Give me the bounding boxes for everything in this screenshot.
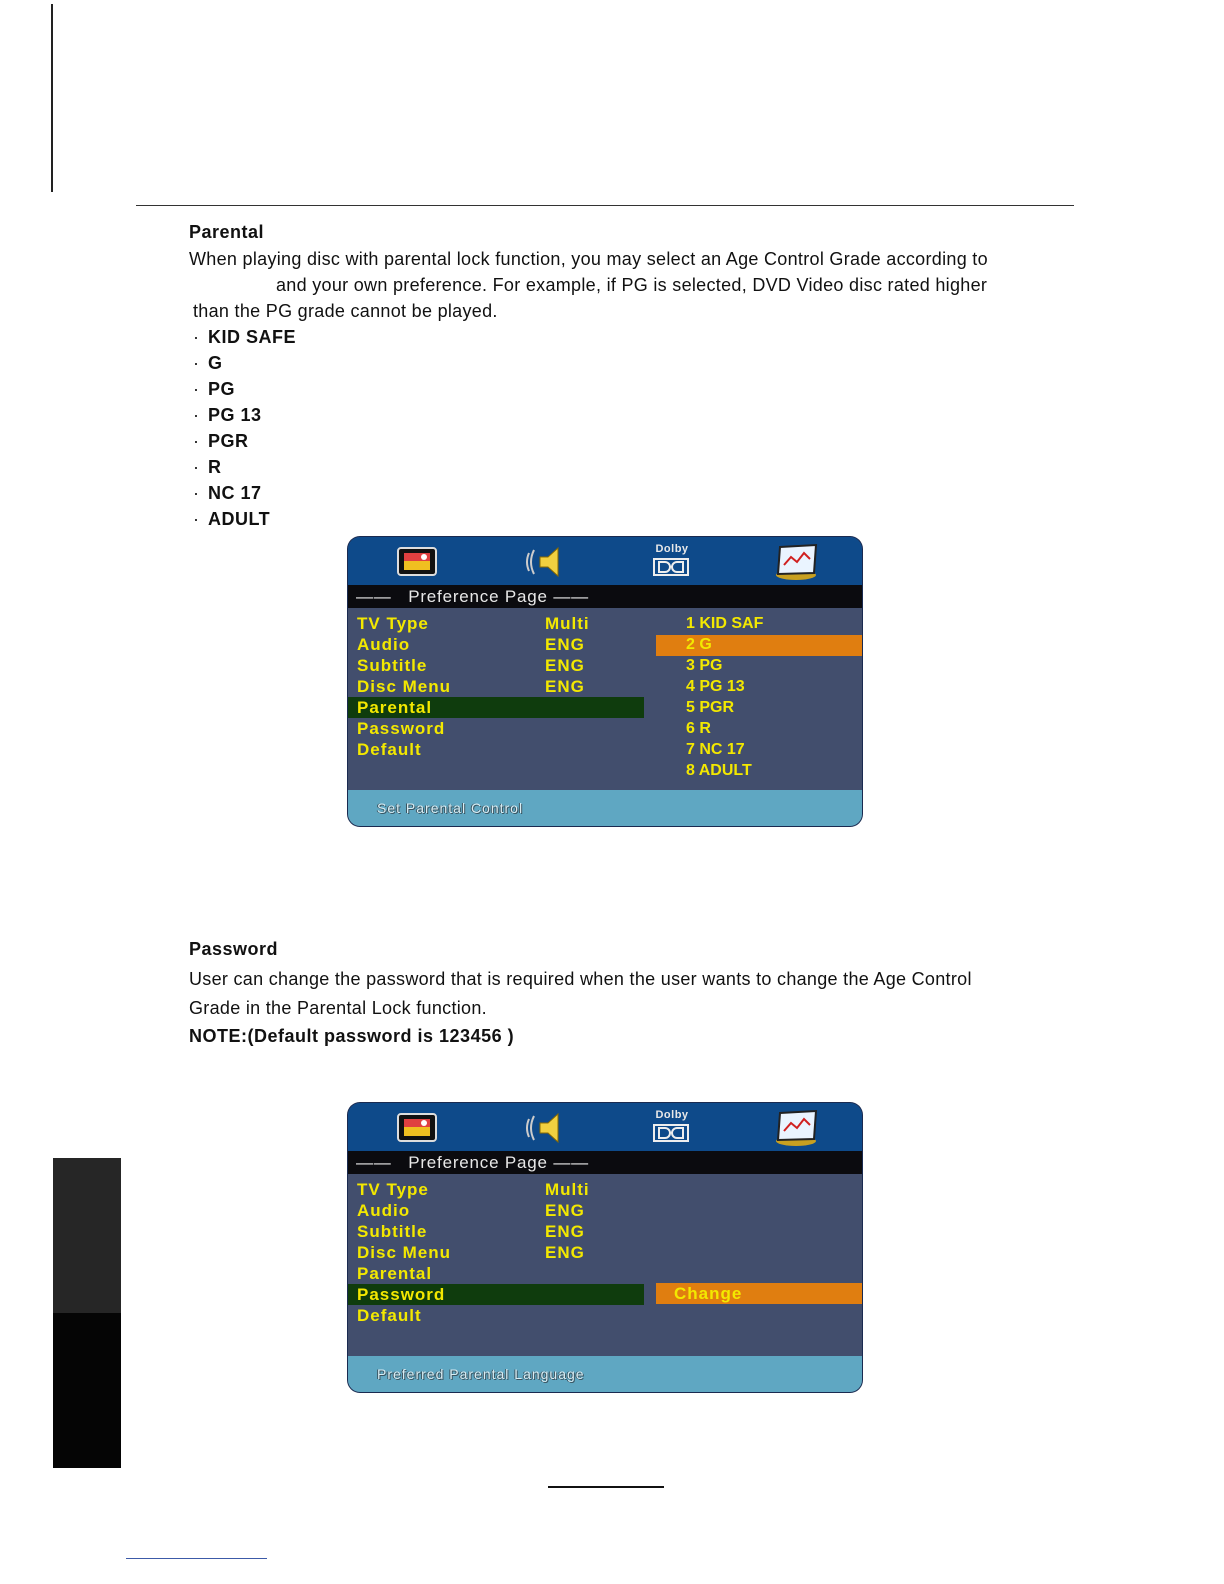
menu-item-tv-type[interactable]: TV Type <box>357 1180 429 1199</box>
osd-parental-screen <box>348 537 862 826</box>
osd-page-title: —— Preference Page —— <box>348 1151 862 1174</box>
menu-item-audio[interactable]: Audio <box>357 635 411 654</box>
menu-item-default[interactable]: Default <box>357 740 422 759</box>
grade-item: · KID SAFE <box>193 327 297 347</box>
tv-type-value: Multi <box>545 614 590 633</box>
grade-item: · PGR <box>193 431 249 451</box>
grade-option-3[interactable]: 3 PG <box>686 657 723 674</box>
side-tab-dark <box>53 1158 121 1313</box>
menu-item-audio[interactable]: Audio <box>357 1201 411 1220</box>
audio-speaker-icon[interactable] <box>524 545 568 579</box>
footer-link-rule <box>126 1558 267 1559</box>
grade-option-1[interactable]: 1 KID SAF <box>686 615 764 632</box>
dolby-label: Dolby <box>655 1109 689 1121</box>
grade-item: · PG 13 <box>193 405 262 425</box>
preference-chart-icon[interactable] <box>774 1109 822 1147</box>
grade-item: · NC 17 <box>193 483 262 503</box>
header-rule <box>136 205 1074 206</box>
menu-item-password[interactable]: Password <box>357 1285 446 1304</box>
tv-setup-icon[interactable] <box>396 1111 440 1143</box>
grade-option-6[interactable]: 6 R <box>686 720 711 737</box>
grade-option-5[interactable]: 5 PGR <box>686 699 735 716</box>
parental-text-line-3: than the PG grade cannot be played. <box>193 301 498 321</box>
dolby-digital-icon[interactable] <box>652 1123 692 1143</box>
menu-item-default[interactable]: Default <box>357 1306 422 1325</box>
osd-help-text: Set Parental Control <box>348 790 862 826</box>
parental-heading: Parental <box>189 222 265 242</box>
side-tab-black <box>53 1313 121 1468</box>
password-heading: Password <box>189 939 279 959</box>
osd-password-screen <box>348 1103 862 1392</box>
grade-item: · R <box>193 457 222 477</box>
osd-icon-bar <box>348 537 862 585</box>
menu-item-parental[interactable]: Parental <box>357 698 433 717</box>
password-text-line-2: Grade in the Parental Lock function. <box>189 998 487 1018</box>
audio-value: ENG <box>545 635 585 654</box>
default-password-note: NOTE:(Default password is 123456 ) <box>189 1026 515 1046</box>
grade-item: · ADULT <box>193 509 271 529</box>
menu-item-password[interactable]: Password <box>357 719 446 738</box>
left-margin-rule <box>51 4 53 192</box>
grade-item: · PG <box>193 379 236 399</box>
audio-speaker-icon[interactable] <box>524 1111 568 1145</box>
grade-list <box>193 324 296 532</box>
tv-setup-icon[interactable] <box>396 545 440 577</box>
password-text-line-1: User can change the password that is required when the user wants to change the Age Control <box>189 969 972 989</box>
subtitle-value: ENG <box>545 656 585 675</box>
menu-item-disc-menu[interactable]: Disc Menu <box>357 1243 452 1262</box>
page-number-rule <box>548 1486 664 1488</box>
grade-option-2[interactable]: 2 G <box>686 636 712 653</box>
menu-item-disc-menu[interactable]: Disc Menu <box>357 677 452 696</box>
change-password-option[interactable]: Change <box>674 1284 743 1303</box>
osd-icon-bar <box>348 1103 862 1151</box>
preference-chart-icon[interactable] <box>774 543 822 581</box>
disc-menu-value: ENG <box>545 677 585 696</box>
disc-menu-value: ENG <box>545 1243 585 1262</box>
grade-option-8[interactable]: 8 ADULT <box>686 762 752 779</box>
audio-value: ENG <box>545 1201 585 1220</box>
osd-page-title: —— Preference Page —— <box>348 585 862 608</box>
osd-help-text: Preferred Parental Language <box>348 1356 862 1392</box>
grade-option-4[interactable]: 4 PG 13 <box>686 678 745 695</box>
parental-text-line-2: and your own preference. For example, if PG is selected, DVD Video disc rated higher <box>276 275 988 295</box>
subtitle-value: ENG <box>545 1222 585 1241</box>
menu-item-tv-type[interactable]: TV Type <box>357 614 429 633</box>
dolby-label: Dolby <box>655 543 689 555</box>
grade-option-7[interactable]: 7 NC 17 <box>686 741 745 758</box>
parental-text-line-1: When playing disc with parental lock function, you may select an Age Control Grade according to <box>189 249 988 269</box>
menu-item-subtitle[interactable]: Subtitle <box>357 1222 428 1241</box>
grade-item: · G <box>193 353 223 373</box>
menu-item-subtitle[interactable]: Subtitle <box>357 656 428 675</box>
dolby-digital-icon[interactable] <box>652 557 692 577</box>
tv-type-value: Multi <box>545 1180 590 1199</box>
menu-item-parental[interactable]: Parental <box>357 1264 433 1283</box>
